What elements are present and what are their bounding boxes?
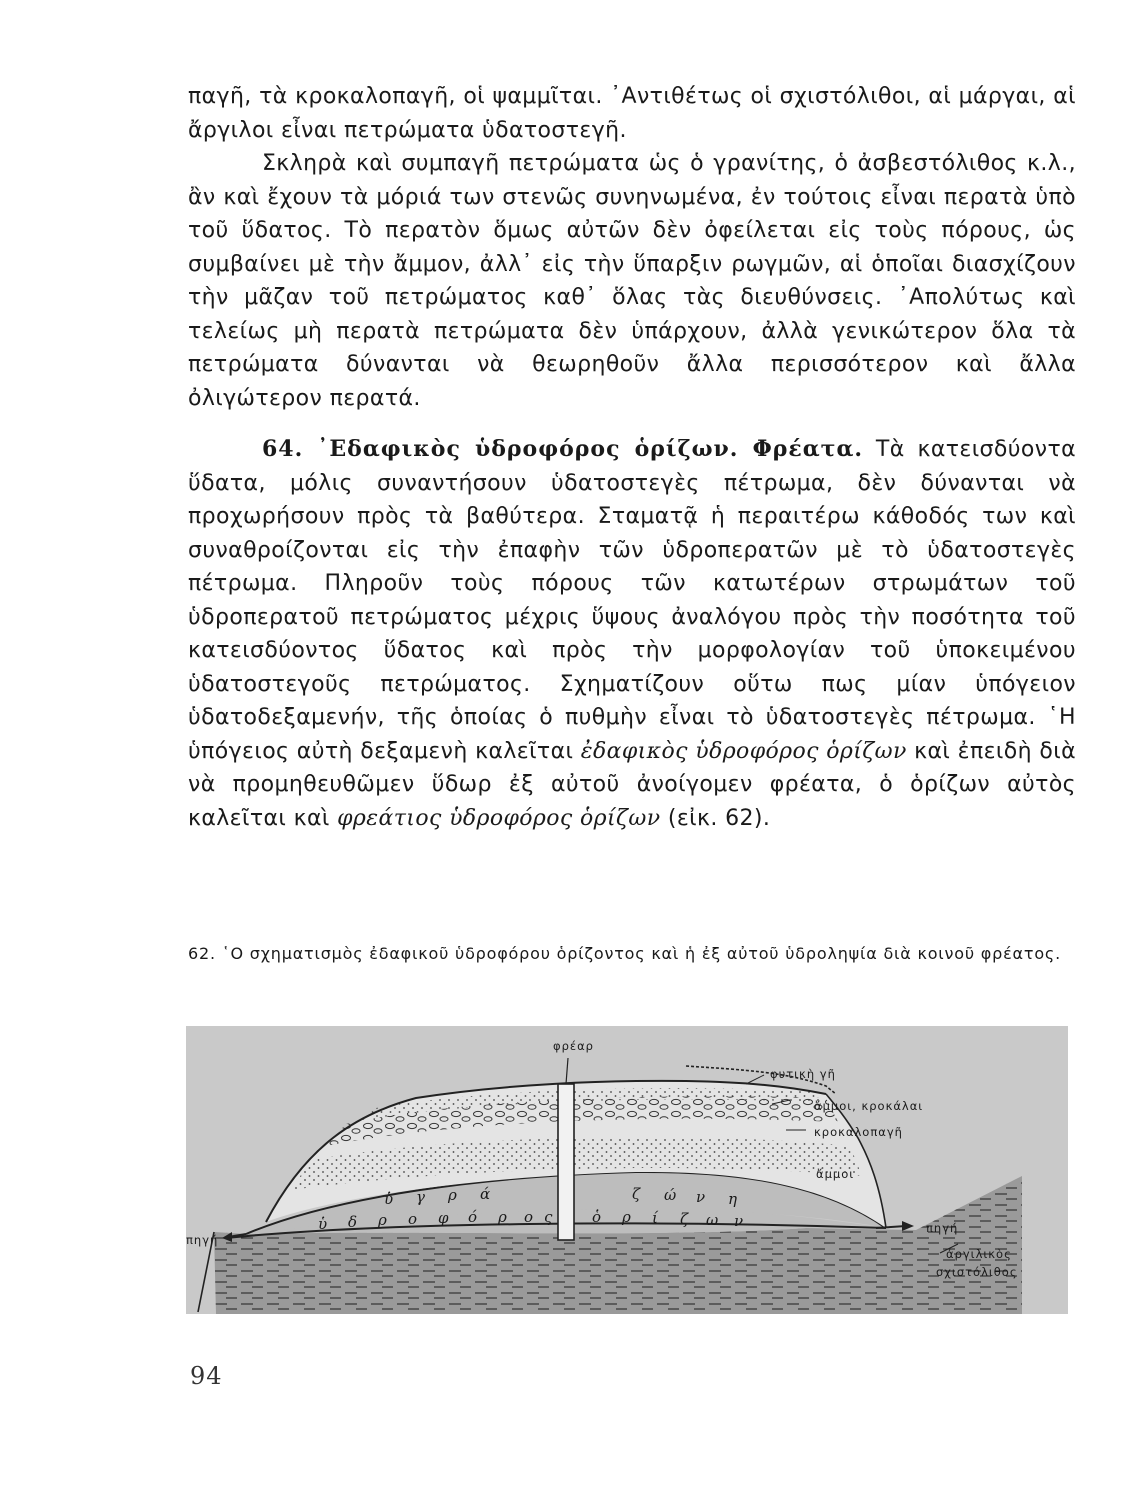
section-64	[188, 433, 1076, 835]
aquifer-figure	[186, 1026, 1068, 1314]
section-text-3: (εἰκ. 62).	[660, 805, 771, 831]
svg-text:ά: ά	[480, 1185, 491, 1203]
svg-text:ν: ν	[734, 1212, 744, 1230]
svg-text:ς: ς	[544, 1208, 553, 1226]
label-sand: ἄμμοι	[816, 1167, 855, 1181]
svg-text:ὁ: ὁ	[592, 1208, 602, 1226]
section-text-1: Τὰ κατεισδύοντα ὕδατα, μόλις συναντήσουν ὑδατοστεγὲς πέτρωμα, δὲν δύνανται νὰ προχωρήσουν πρὸς τὰ βαθύτερα. Σταματᾷ ἡ περαιτέρω κάθοδός των καὶ συναθροίζονται εἰς τὴν ἐπαφὴν τῶν ὑδροπερατῶν μὲ τὸ ὑδατοστεγὲς πέτρωμα. Πληροῦν τοὺς πόρους τῶν κατωτέρων στρωμάτων τοῦ ὑδροπερατοῦ πετρώματος μέχρις ὕψους ἀναλόγου πρὸς τὴν ποσότητα τοῦ κατεισδύοντος ὕδατος καὶ πρὸς τὴν μορφολογίαν τοῦ ὑποκειμένου ὑδατοστεγοῦς πετρώματος. Σχηματίζουν οὕτω πως μίαν ὑπόγειον ὑδατοδεξαμενήν, τῆς ὁποίας ὁ πυθμὴν εἶναι τὸ ὑδατοστεγὲς πέτρωμα. ῾Η ὑπόγειος αὐτὴ δεξαμενὴ καλεῖται	[188, 437, 1076, 764]
svg-text:δ: δ	[348, 1213, 358, 1231]
paragraph-2: Σκληρὰ καὶ συμπαγῆ πετρώματα ὡς ὁ γρανίτης, ὁ ἀσβεστόλιθος κ.λ., ἂν καὶ ἔχουν τὰ μόριά των στενῶς συνηνωμένα, ἐν τούτοις εἶναι περατὰ ὑπὸ τοῦ ὕδατος. Τὸ περατὸν ὅμως αὐτῶν δὲν ὀφείλεται εἰς τοὺς πόρους, ὡς συμβαίνει μὲ τὴν ἄμμον, ἀλλ᾿ εἰς τὴν ὕπαρξιν ρωγμῶν, αἱ ὁποῖαι διασχίζουν τὴν μᾶζαν τοῦ πετρώματος καθ᾿ ὅλας τὰς διευθύνσεις. ᾿Απολύτως καὶ τελείως μὴ περατὰ πετρώματα δὲν ὑπάρχουν, ἀλλὰ γενικώτερον ὅλα τὰ πετρώματα δύνανται νὰ θεωρηθοῦν ἄλλα περισσότερον καὶ ἄλλα ὀλιγώτερον περατά.	[188, 151, 1076, 411]
paragraph-1: παγῆ, τὰ κροκαλοπαγῆ, οἱ ψαμμῖται. ᾿Αντιθέτως οἱ σχιστόλιθοι, αἱ μάργαι, αἱ ἄργιλοι εἶναι πετρώματα ὑδατοστεγῆ.	[188, 84, 1076, 143]
label-clay-schist-2: σχιστόλιθος	[936, 1265, 1018, 1279]
figure-caption: 62. ῾Ο σχηματισμὸς ἐδαφικοῦ ὑδροφόρου ὁρίζοντος καὶ ἡ ἐξ αὐτοῦ ὑδροληψία διὰ κοινοῦ φρέατος.	[188, 944, 1061, 963]
svg-text:ρ: ρ	[448, 1186, 457, 1204]
label-spring-left: πηγή	[186, 1233, 219, 1247]
label-spring-right: πηγή	[926, 1221, 959, 1235]
svg-text:ρ: ρ	[498, 1208, 507, 1226]
svg-text:γ: γ	[416, 1188, 425, 1206]
svg-text:ρ: ρ	[378, 1211, 387, 1229]
svg-text:ὑ: ὑ	[318, 1215, 328, 1233]
label-topsoil: φυτικὴ γῆ	[770, 1067, 836, 1081]
label-conglomerate: κροκαλοπαγῆ	[814, 1125, 903, 1139]
svg-text:ν: ν	[696, 1188, 706, 1206]
page-number: 94	[190, 1362, 223, 1390]
svg-text:ζ: ζ	[680, 1210, 689, 1228]
well-shaft	[558, 1084, 574, 1240]
svg-text:η: η	[728, 1190, 737, 1208]
section-text-2: καὶ ἐπειδὴ διὰ νὰ προμηθευθῶμεν ὕδωρ ἐξ αὐτοῦ ἀνοίγομεν φρέατα, ὁ ὁρίζων αὐτὸς καλεῖται καὶ	[188, 738, 1076, 831]
svg-text:ὑ: ὑ	[384, 1190, 394, 1208]
svg-text:φ: φ	[438, 1209, 449, 1227]
term-edaphic-aquifer: ἐδαφικὸς ὑδροφόρος ὁρίζων	[580, 738, 907, 764]
svg-text:ρ: ρ	[622, 1208, 631, 1226]
body-text	[188, 80, 1076, 835]
svg-text:ί: ί	[652, 1209, 658, 1227]
svg-text:ω: ω	[706, 1211, 719, 1229]
svg-text:ό: ό	[468, 1208, 478, 1226]
label-clay-schist-1: ἀργιλικὸς	[946, 1247, 1012, 1261]
label-well: φρέαρ	[553, 1039, 594, 1053]
section-heading: 64. ᾿Εδαφικὸς ὑδροφόρος ὁρίζων. Φρέατα.	[262, 436, 864, 462]
svg-text:ο: ο	[524, 1208, 534, 1226]
svg-text:ο: ο	[408, 1210, 418, 1228]
svg-text:ζ: ζ	[632, 1185, 641, 1203]
svg-text:ώ: ώ	[664, 1186, 677, 1204]
aquifer-diagram	[186, 1026, 1068, 1314]
term-phreatic-aquifer: φρεάτιος ὑδροφόρος ὁρίζων	[337, 805, 661, 831]
label-sand-gravel: ἄμμοι, κροκάλαι	[814, 1099, 924, 1113]
